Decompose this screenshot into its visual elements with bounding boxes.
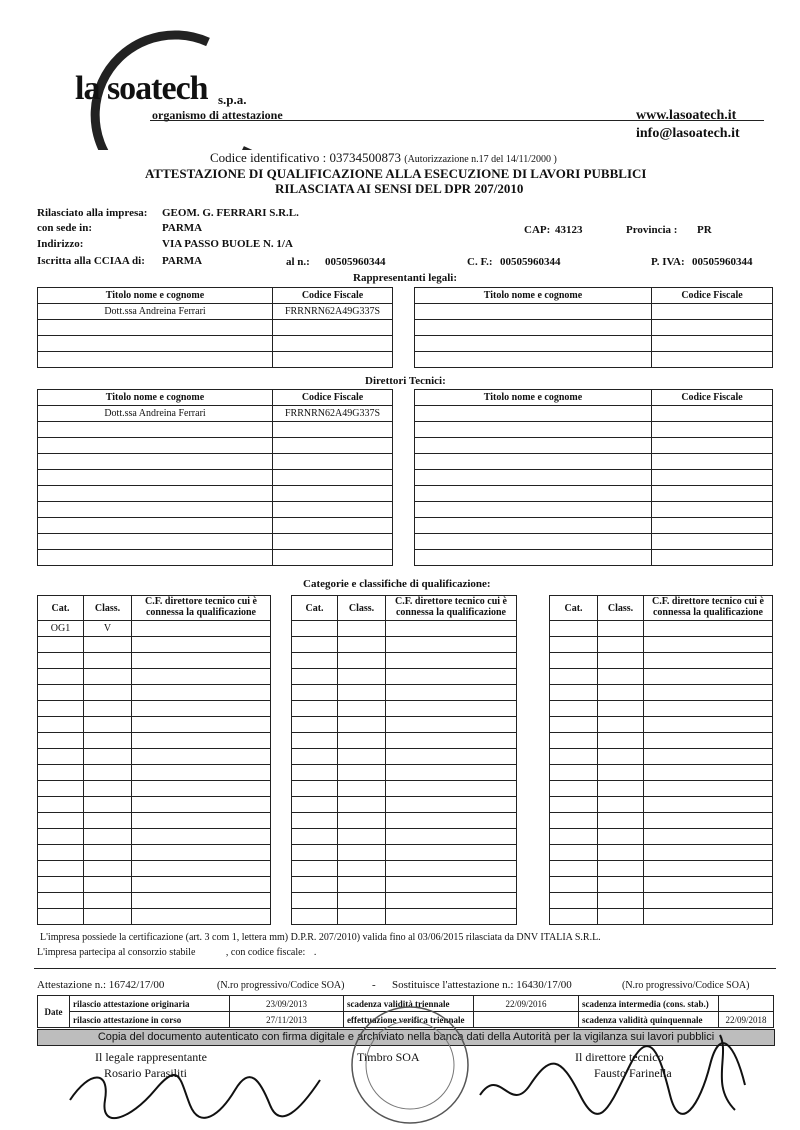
classifica-value: V	[84, 621, 132, 637]
sede-value: PARMA	[162, 222, 203, 234]
consorzio-end: .	[313, 947, 317, 958]
legali-table-left	[37, 287, 393, 368]
codice-value: 03734500873	[329, 150, 401, 165]
provincia-value: PR	[697, 224, 712, 236]
header-rule	[150, 120, 764, 121]
table-row	[415, 320, 773, 336]
rappresentante-name: Dott.ssa Andreina Ferrari	[38, 304, 273, 320]
legali-heading: Rappresentanti legali:	[353, 272, 457, 284]
divider	[34, 968, 776, 969]
scadenza-triennale-value: 22/09/2016	[474, 996, 579, 1012]
provincia-label: Provincia :	[626, 224, 678, 236]
logo-subtitle: organismo di attestazione	[152, 108, 283, 122]
col-cat-header: Cat.	[550, 596, 598, 621]
table-row	[38, 352, 393, 368]
date-label: Date	[38, 996, 70, 1028]
direttore-cf: FRRNRN62A49G337S	[273, 406, 393, 422]
col-name-header: Titolo nome e cognome	[415, 288, 652, 304]
col-cat-header: Cat.	[292, 596, 338, 621]
col-class-header: Class.	[598, 596, 644, 621]
col-cf-header: C.F. direttore tecnico cui è connessa la qualificazione	[644, 596, 773, 621]
direttore-label: Il direttore tecnico	[575, 1050, 664, 1064]
consorzio-label: L'impresa partecipa al consorzio stabile	[37, 947, 196, 958]
table-row	[38, 406, 393, 422]
tecnici-table-left	[37, 389, 393, 566]
cap-value: 43123	[555, 224, 583, 236]
rilascio-corso-label: rilascio attestazione in corso	[70, 1012, 230, 1028]
categorie-table-3	[549, 595, 773, 925]
rilasciato-value: GEOM. G. FERRARI S.R.L.	[162, 207, 299, 219]
legale-signature-icon	[60, 1060, 340, 1125]
col-cf-header: Codice Fiscale	[273, 390, 393, 406]
dash: -	[372, 979, 376, 991]
logo-spa: s.p.a.	[218, 92, 247, 107]
direttore-signature-icon	[470, 1025, 760, 1125]
codice-fiscale-label: , con codice fiscale:	[225, 947, 306, 958]
sostituisce-line	[392, 979, 572, 991]
col-name-header: Titolo nome e cognome	[415, 390, 652, 406]
consorzio-line	[37, 947, 316, 958]
col-class-header: Class.	[84, 596, 132, 621]
table-row	[415, 304, 773, 320]
table-row	[415, 352, 773, 368]
direttore-name: Fausto Farinella	[594, 1066, 672, 1080]
timbro-label: Timbro SOA	[357, 1050, 420, 1064]
cf-label: C. F.:	[467, 256, 493, 268]
table-row	[38, 621, 271, 637]
sostituisce-label: Sostituisce l'attestazione n.:	[392, 979, 514, 991]
indirizzo-value: VIA PASSO BUOLE N. 1/A	[162, 238, 293, 250]
rappresentante-cf: FRRNRN62A49G337S	[273, 304, 393, 320]
progressivo-note: (N.ro progressivo/Codice SOA)	[217, 980, 345, 991]
tecnici-heading: Direttori Tecnici:	[365, 375, 446, 387]
sede-label: con sede in:	[37, 222, 92, 234]
scadenza-quinquennale-value: 22/09/2018	[719, 1012, 774, 1028]
categorie-heading: Categorie e classifiche di qualificazione:	[303, 578, 491, 590]
legale-name: Rosario Parasiliti	[104, 1066, 187, 1080]
categoria-value: OG1	[38, 621, 84, 637]
scadenza-quinquennale-label: scadenza validità quinquennale	[579, 1012, 719, 1028]
tecnici-table-right	[414, 389, 773, 566]
title-line1: ATTESTAZIONE DI QUALIFICAZIONE ALLA ESECUZIONE DI LAVORI PUBBLICI	[145, 166, 647, 181]
progressivo-note-2: (N.ro progressivo/Codice SOA)	[622, 980, 750, 991]
autorizzazione: (Autorizzazione n.17 del 14/11/2000 )	[404, 154, 557, 165]
attestazione-label: Attestazione n.:	[37, 979, 107, 991]
rilascio-originaria-label: rilascio attestazione originaria	[70, 996, 230, 1012]
attestazione-line	[37, 979, 164, 991]
col-cf-header: Codice Fiscale	[652, 390, 773, 406]
col-cf-header: Codice Fiscale	[273, 288, 393, 304]
authority-banner: Copia del documento autenticato con firma digitale e archiviato nella banca dati della Autorità per la vigilanza sui lavori pubblici	[37, 1029, 775, 1046]
piva-value: 00505960344	[692, 256, 753, 268]
scadenza-intermedia-label: scadenza intermedia (cons. stab.)	[579, 996, 719, 1012]
col-name-header: Titolo nome e cognome	[38, 390, 273, 406]
al-n-value: 00505960344	[325, 256, 386, 268]
codice-line	[210, 150, 557, 166]
sostituisce-value: 16430/17/00	[516, 979, 572, 991]
col-class-header: Class.	[338, 596, 386, 621]
cap-label: CAP:	[524, 224, 551, 236]
email-link[interactable]: info@lasoatech.it	[636, 126, 740, 141]
table-row	[38, 304, 393, 320]
rilascio-corso-value: 27/11/2013	[230, 1012, 344, 1028]
website-link[interactable]: www.lasoatech.it	[636, 108, 737, 123]
scadenza-triennale-label: scadenza validità triennale	[344, 996, 474, 1012]
al-n-label: al n.:	[286, 256, 310, 268]
table-row	[415, 336, 773, 352]
table-row	[38, 336, 393, 352]
col-cf-header: C.F. direttore tecnico cui è connessa la qualificazione	[132, 596, 271, 621]
rilascio-originaria-value: 23/09/2013	[230, 996, 344, 1012]
attestazione-value: 16742/17/00	[108, 979, 165, 991]
col-cf-header: C.F. direttore tecnico cui è connessa la qualificazione	[386, 596, 517, 621]
rilasciato-label: Rilasciato alla impresa:	[37, 207, 148, 219]
soa-stamp-icon	[330, 995, 470, 1130]
categorie-table-2	[291, 595, 517, 925]
cf-value: 00505960344	[500, 256, 561, 268]
certificazione-line: L'impresa possiede la certificazione (art. 3 com 1, lettera mm) D.P.R. 207/2010) valida fino al 03/06/2015 rilasciata da DNV ITALIA S.R.L.	[40, 932, 601, 943]
col-cf-header: Codice Fiscale	[652, 288, 773, 304]
title-line2: RILASCIATA AI SENSI DEL DPR 207/2010	[275, 181, 524, 196]
indirizzo-label: Indirizzo:	[37, 238, 84, 250]
codice-label: Codice identificativo :	[210, 150, 327, 165]
legale-label: Il legale rappresentante	[95, 1050, 207, 1064]
col-name-header: Titolo nome e cognome	[38, 288, 273, 304]
verifica-triennale-label: effettuazione verifica triennale	[344, 1012, 474, 1028]
logo-text: la soatech	[75, 70, 208, 107]
categorie-table-1	[37, 595, 271, 925]
table-row	[38, 320, 393, 336]
cciaa-value: PARMA	[162, 255, 203, 267]
piva-label: P. IVA:	[651, 256, 685, 268]
cciaa-label: Iscritta alla CCIAA di:	[37, 255, 145, 267]
direttore-name: Dott.ssa Andreina Ferrari	[38, 406, 273, 422]
legali-table-right	[414, 287, 773, 368]
col-cat-header: Cat.	[38, 596, 84, 621]
